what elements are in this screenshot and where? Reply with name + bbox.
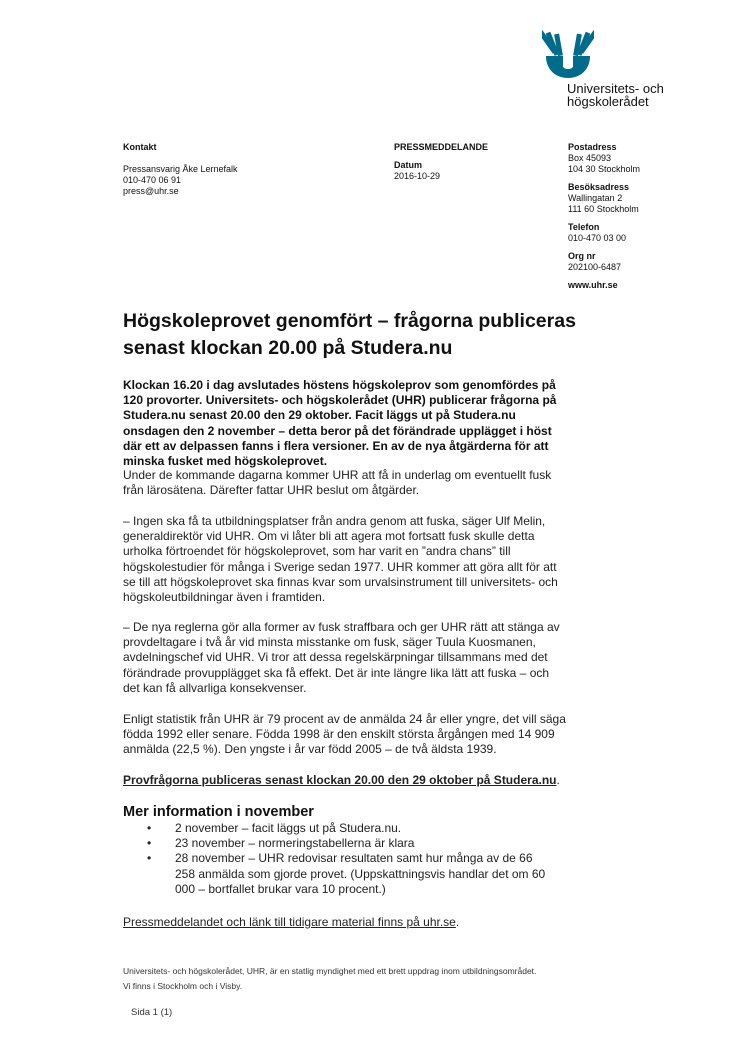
contact-heading: Kontakt [123,142,157,152]
paragraph-2: – Ingen ska få ta utbildningsplatser från andra genom att fuska, säger Ulf Melin, generaldirektör vid UHR. Om vi låter bli att agera mot fortsatt fusk skulle detta urholka förtroendet för högskoleprovet, som har varit en ”andra chans” till högskolestudier för många i Sverige sedan 1977. UHR kommer att göra allt för att se till att högskoleprovet ska finnas kvar som urvalsinstrument till universitets- och högskoleutbildningar även i framtiden. [123,514,558,605]
release-block [394,142,488,182]
uhr-logo-icon [542,26,594,80]
list-item [123,836,568,851]
provfragor-link[interactable]: Provfrågorna publiceras senast klockan 20.00 den 29 oktober på Studera.nu [123,773,557,787]
logo-name-line2: högskolerådet [567,94,649,109]
visit-line2: 111 60 Stockholm [568,204,639,214]
list-item-text: 23 november – normeringstabellerna är klara [175,836,415,851]
contact-email: press@uhr.se [123,186,179,196]
page-number: Sida 1 (1) [131,1007,173,1018]
contact-block [123,142,238,197]
phone-label: Telefon [568,222,600,232]
org-label: Org nr [568,251,596,261]
lead-paragraph: Klockan 16.20 i dag avslutades höstens högskoleprov som genomfördes på 120 provorter. Universitets- och högskolerådet (UHR) publicerar frågorna på Studera.nu senast 20.00 den 29 oktober. Facit läggs ut på Studera.nu onsdagen den 2 november – detta beror på det förändrade upplägget i höst där ett av delpassen fanns i flera versioner. En av de nya åtgärderna för att minska fusket med högskoleprovet. [123,378,557,469]
footer-text: Universitets- och högskolerådet, UHR, är en statlig myndighet med ett brett uppdrag inom utbildningsområdet. Vi finns i Stockholm och i Visby. [123,966,537,991]
post-label: Postadress [568,142,617,152]
paragraph-3: – De nya reglerna gör alla former av fusk straffbara och ger UHR rätt att stänga av provdeltagare i två år vid minsta misstanke om fusk, säger Tuula Kuosmanen, avdelningschef vid UHR. Vi tror att dessa regelskärpningar tillsammans med det förändrade provupplägget ska få effekt. Det är inte längre lika lätt att fuska – och det kan få allvarliga konsekvenser. [123,620,560,695]
post-line2: 104 30 Stockholm [568,164,641,174]
bullet-icon: • [147,836,152,851]
press-link-line [123,915,568,930]
paragraph-4: Enligt statistik från UHR är 79 procent av de anmälda 24 år eller yngre, det vill säga födda 1992 eller senare. Födda 1998 är den enskilt största årgången med 14 909 anmälda (22,5 %). Den yngste i år var född 2005 – de två äldsta 1939. [123,712,566,757]
contact-phone: 010-470 06 91 [123,175,182,185]
list-item [123,821,568,836]
org-number: 202100-6487 [568,262,622,272]
press-material-link[interactable]: Pressmeddelandet och länk till tidigare material finns på uhr.se [123,915,456,929]
provfragor-link-suffix: . [556,773,560,787]
phone-number: 010-470 03 00 [568,233,627,243]
more-info-list [123,821,568,897]
press-link-suffix: . [455,915,460,929]
title-line2: senast klockan 20.00 på Studera.nu [123,337,453,359]
page-title [123,308,593,362]
paragraph-1: Under de kommande dagarna kommer UHR att få in underlag om eventuellt fusk från lärosätena. Därefter fattar UHR beslut om åtgärder. [123,468,552,498]
visit-label: Besöksadress [568,182,630,192]
date-label: Datum [394,160,423,170]
more-info-heading: Mer information i november [123,804,314,820]
title-line1: Högskoleprovet genomfört – frågorna publiceras [123,310,576,332]
release-type: PRESSMEDDELANDE [394,142,489,152]
list-item-text: 2 november – facit läggs ut på Studera.nu. [175,821,402,835]
contact-person: Pressansvarig Åke Lernefalk [123,164,238,174]
release-date: 2016-10-29 [394,171,441,181]
provfragor-link-line [123,773,568,788]
list-item-text: 28 november – UHR redovisar resultaten samt hur många av de 66 258 anmälda som gjorde provet. (Uppskattningsvis handlar det om 60 000 – bortfallet brukar vara 10 procent.) [175,851,546,896]
post-line1: Box 45093 [568,153,612,163]
website[interactable]: www.uhr.se [568,280,618,290]
uhr-logo [540,26,690,116]
bullet-icon: • [147,821,152,835]
address-block [568,142,640,291]
bullet-icon: • [147,851,152,866]
visit-line1: Wallingatan 2 [568,193,623,203]
logo-name-line1: Universitets- och [567,81,664,96]
list-item [123,851,553,897]
